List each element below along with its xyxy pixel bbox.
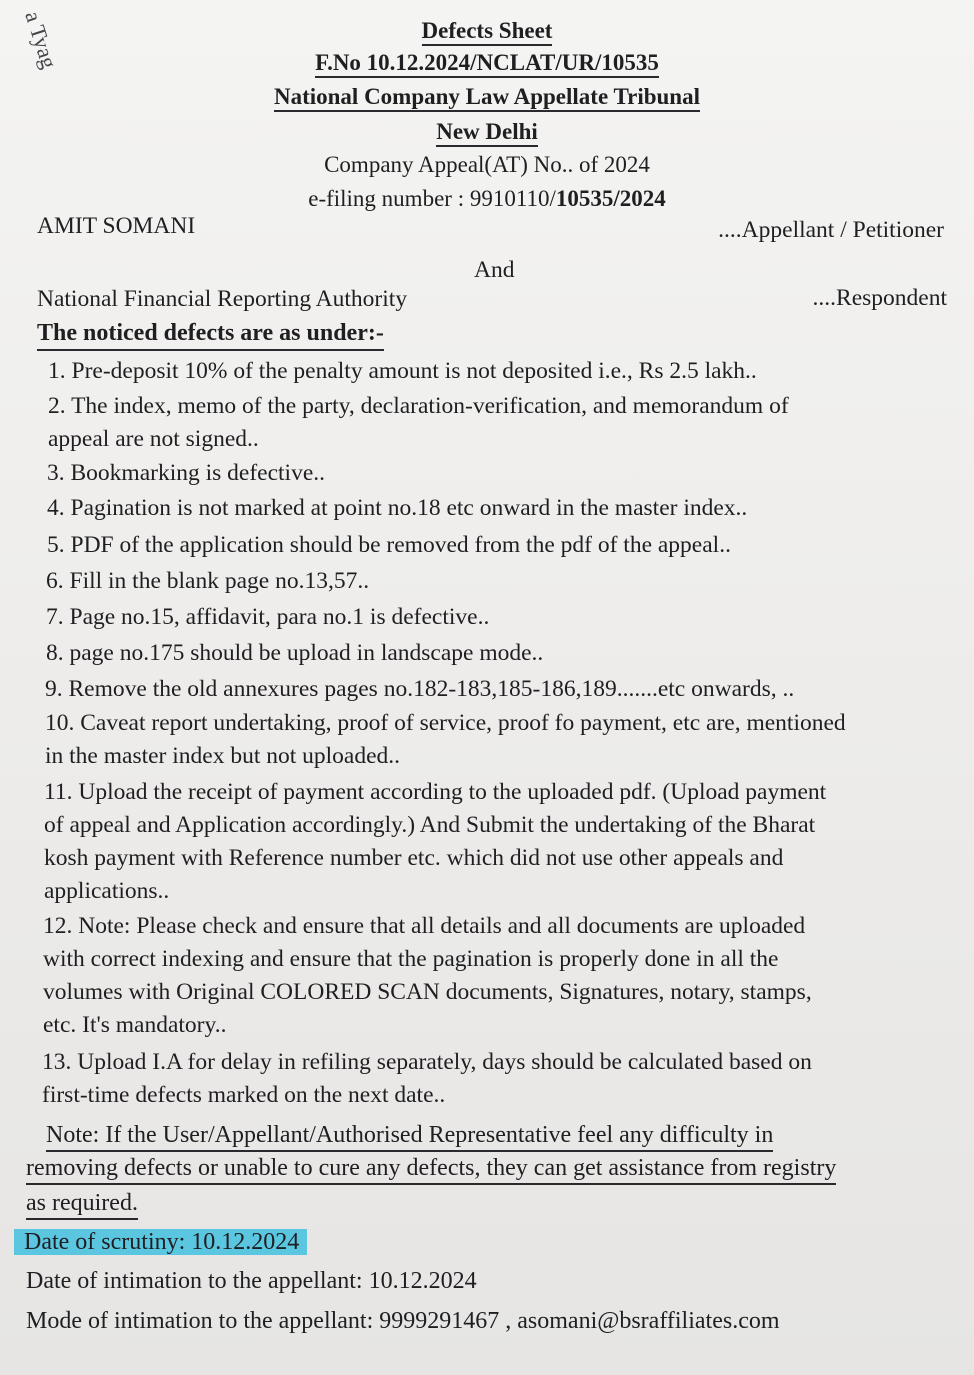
tribunal-name: National Company Law Appellate Tribunal	[0, 84, 974, 110]
defect-item-continuation: appeal are not signed..	[48, 426, 259, 452]
appellant-role: ....Appellant / Petitioner	[718, 217, 944, 243]
defect-item: 9. Remove the old annexures pages no.182-183,185-186,189.......etc onwards, ..	[45, 676, 795, 702]
defect-item-continuation: first-time defects marked on the next date..	[42, 1082, 446, 1108]
document-title: Defects Sheet	[0, 18, 974, 44]
intimation-mode: Mode of intimation to the appellant: 9999291467 , asomani@bsraffiliates.com	[26, 1308, 780, 1334]
defect-item: 2. The index, memo of the party, declaration-verification, and memorandum of	[48, 393, 789, 419]
file-number: F.No 10.12.2024/NCLAT/UR/10535	[0, 50, 974, 76]
note-line: removing defects or unable to cure any defects, they can get assistance from registry	[26, 1155, 836, 1185]
parties-conjunction: And	[474, 257, 515, 283]
note-line: as required.	[26, 1190, 138, 1220]
defect-item-continuation: in the master index but not uploaded..	[45, 743, 401, 769]
defect-item: 1. Pre-deposit 10% of the penalty amount is not deposited i.e., Rs 2.5 lakh..	[48, 358, 757, 384]
note-line: Note: If the User/Appellant/Authorised Representative feel any difficulty in	[46, 1122, 773, 1152]
appeal-number: Company Appeal(AT) No.. of 2024	[324, 152, 650, 177]
defect-item-continuation: with correct indexing and ensure that the pagination is properly done in all the	[43, 946, 779, 972]
defect-item: 4. Pagination is not marked at point no.18 etc onward in the master index..	[47, 495, 748, 521]
respondent-name: National Financial Reporting Authority	[37, 286, 408, 312]
defect-item: 8. page no.175 should be upload in landscape mode..	[46, 640, 544, 666]
defect-item: 10. Caveat report undertaking, proof of service, proof fo payment, etc are, mentioned	[45, 710, 846, 736]
tribunal-city: New Delhi	[0, 119, 974, 145]
appellant-name: AMIT SOMANI	[37, 213, 196, 239]
intimation-date: Date of intimation to the appellant: 10.12.2024	[26, 1268, 477, 1294]
margin-handwritten-note: a Tyag	[20, 8, 63, 72]
defect-item: 3. Bookmarking is defective..	[47, 460, 326, 486]
defects-heading: The noticed defects are as under:-	[37, 320, 384, 351]
scrutiny-date: Date of scrutiny: 10.12.2024	[26, 1229, 307, 1256]
defect-item-continuation: etc. It's mandatory..	[43, 1012, 227, 1038]
defect-item: 12. Note: Please check and ensure that all details and all documents are uploaded	[43, 913, 806, 939]
defect-item-continuation: of appeal and Application accordingly.) And Submit the undertaking of the Bharat	[44, 812, 816, 838]
defect-item: 11. Upload the receipt of payment according to the uploaded pdf. (Upload payment	[44, 779, 827, 805]
efiling-number: e-filing number : 9910110/10535/2024	[308, 186, 666, 211]
defect-item: 5. PDF of the application should be removed from the pdf of the appeal..	[47, 532, 731, 558]
defect-item-continuation: applications..	[44, 878, 170, 904]
defect-item: 6. Fill in the blank page no.13,57..	[46, 568, 370, 594]
defect-item: 13. Upload I.A for delay in refiling separately, days should be calculated based on	[42, 1049, 812, 1075]
defect-item: 7. Page no.15, affidavit, para no.1 is defective..	[46, 604, 490, 630]
defect-item-continuation: volumes with Original COLORED SCAN documents, Signatures, notary, stamps,	[43, 979, 812, 1005]
respondent-role: ....Respondent	[812, 285, 947, 311]
defect-item-continuation: kosh payment with Reference number etc. which did not use other appeals and	[44, 845, 784, 871]
